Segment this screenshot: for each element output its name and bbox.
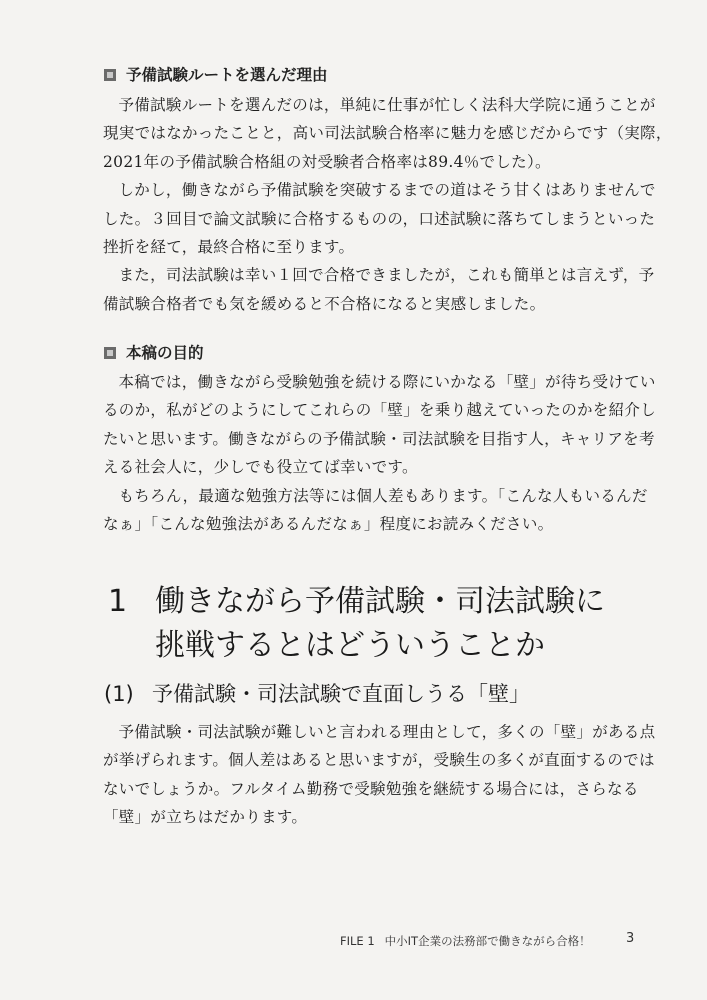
chapter-heading: [108, 580, 605, 668]
text-line: もちろん，最適な勉強方法等には個人差もあります。「こんな人もいるんだ: [118, 486, 648, 505]
text-line: した。３回目で論文試験に合格するものの，口述試験に落ちてしまうといった: [103, 209, 656, 228]
text-line: るのか，私がどのようにしてこれらの「壁」を乗り越えていったのかを紹介し: [103, 401, 657, 420]
footer-file-label: FILE 1: [340, 934, 375, 948]
text-line: 備試験合格者でも気を緩めると不合格になると実感しました。: [103, 294, 546, 313]
text-line: 予備試験・司法試験が難しいと言われる理由として，多くの「壁」がある点: [118, 723, 656, 741]
text-line: しかし，働きながら予備試験を突破するまでの道はそう甘くはありませんで: [118, 181, 656, 200]
text-line: 「壁」が立ちはだかります。: [103, 808, 308, 827]
text-line: 本稿では，働きながら受験勉強を続ける際にいかなる「壁」が待ち受けてい: [118, 373, 656, 391]
section-body-reason: [103, 91, 672, 318]
square-bullet-icon: [104, 69, 116, 81]
text-line: が挙げられます。個人差はあると思いますが，受験生の多くが直面するのでは: [103, 751, 655, 770]
text-line: 挫折を経て，最終合格に至ります。: [103, 238, 355, 257]
footer-chapter-title: 中小IT企業の法務部で働きながら合格！: [384, 934, 591, 948]
subsection-title: 予備試験・司法試験で直面しうる「壁」: [152, 682, 530, 706]
section-body-purpose: [103, 368, 657, 538]
text-line: 予備試験ルートを選んだのは，単純に仕事が忙しく法科大学院に通うことが: [118, 96, 656, 114]
text-line: 現実ではなかったことと，高い司法試験合格率に魅力を感じだからです（実際，: [103, 124, 672, 143]
section-heading-reason: [104, 65, 328, 85]
section-heading-text: 予備試験ルートを選んだ理由: [126, 66, 328, 84]
subsection-heading: [104, 679, 530, 709]
section-heading-text: 本稿の目的: [126, 344, 204, 362]
page-number: 3: [626, 931, 635, 946]
text-line: また，司法試験は幸い１回で合格できましたが，これも簡単とは言えず，予: [118, 266, 655, 285]
running-footer: [340, 933, 591, 949]
text-line: たいと思います。働きながらの予備試験・司法試験を目指す人，キャリアを考: [103, 429, 655, 448]
chapter-title: [155, 580, 605, 668]
text-line: える社会人に，少しでも役立てば幸いです。: [103, 458, 418, 477]
subsection-body: [103, 718, 656, 832]
chapter-title-line: 挑戦するとはどういうことか: [155, 628, 545, 663]
text-line: 2021年の予備試験合格組の対受験者合格率は89.4％でした）。: [103, 152, 551, 171]
subsection-number: (1): [104, 682, 134, 706]
text-line: ないでしょうか。フルタイム勤務で受験勉強を継続する場合には，さらなる: [103, 779, 639, 798]
chapter-title-line: 働きながら予備試験・司法試験に: [155, 584, 605, 619]
section-heading-purpose: [104, 343, 204, 363]
text-line: なぁ」「こんな勉強法があるんだなぁ」程度にお読みください。: [103, 515, 554, 534]
square-bullet-icon: [104, 347, 116, 359]
chapter-number: 1: [108, 584, 128, 619]
